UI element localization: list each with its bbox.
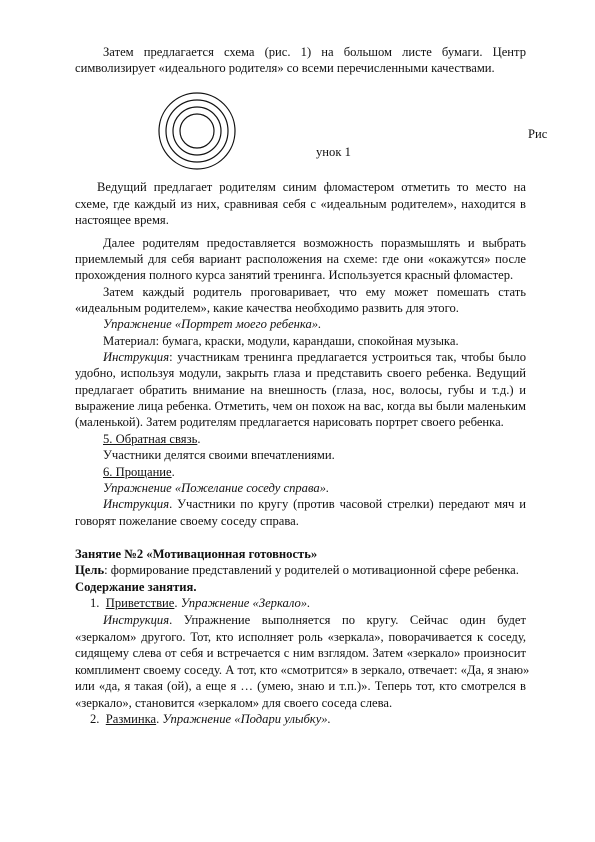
center-circle: [180, 114, 214, 148]
farewell-heading: [103, 465, 175, 480]
instruction-mirror-line-6: «зеркало», становится «зеркалом» для своего соседа слева.: [75, 696, 393, 710]
instruction-portrait-line-4: выражение лица ребенка. Отметить, чем он похож на вас, когда вы были маленьким: [75, 399, 526, 413]
instruction-portrait-line-2: удобно, используя модули, закрыть глаза и представить своего ребенка. Ведущий: [75, 366, 526, 380]
instruction-mirror-line-3: сидящему слева от себя и встречается с ним взглядом. Затем «зеркало» произносит: [75, 646, 526, 660]
session-2-goal: [75, 563, 519, 578]
exercise-portrait-title: Упражнение «Портрет моего ребенка».: [103, 317, 322, 331]
feedback-heading: [103, 432, 200, 447]
item-1-exercise: Упражнение «Зеркало».: [180, 596, 311, 610]
instruction-wish-line-1: [103, 497, 526, 512]
feedback-text: Участники делятся своими впечатлениями.: [103, 448, 335, 462]
paragraph-mark-line-2: схеме, где каждый из них, сравнивая себя с «идеальным родителем», находится в: [75, 197, 526, 211]
middle-circle: [166, 100, 228, 162]
instruction-text: . Упражнение выполняется по кругу. Сейчас один будет: [169, 613, 526, 627]
item-2-exercise: Упражнение «Подари улыбку».: [162, 712, 331, 726]
paragraph-obstacle-line-2: «идеальным родителем», какие качества необходимо развить для этого.: [75, 301, 459, 315]
instruction-mirror-line-2: «зеркалом» другого. Тот, кто исполняет роль «зеркала», поворачивается к соседу,: [75, 630, 526, 644]
instruction-text: . Участники по кругу (против часовой стрелки) передают мяч и: [169, 497, 526, 511]
item-2-dot: .: [156, 712, 160, 726]
instruction-text: : участникам тренинга предлагается устроиться так, чтобы было: [169, 350, 526, 364]
paragraph-scheme-line-2: символизирует «идеального родителя» со всеми перечисленными качествами.: [75, 61, 495, 75]
outer-circle: [159, 93, 235, 169]
item-1-greeting: [90, 596, 310, 611]
feedback-heading-punct: .: [197, 432, 201, 446]
goal-text: : формирование представлений у родителей о мотивационной сфере ребенка.: [104, 563, 519, 577]
instruction-wish-line-2: говорят пожелание своему соседу справа.: [75, 514, 299, 528]
paragraph-mark-line-1: Ведущий предлагает родителям синим фломастером отметить то место на: [97, 180, 526, 194]
instruction-mirror-line-5: или «да, я такая (ой), а еще я … (умею, знаю и т.п.)». Теперь тот, кто смотрелся в: [75, 679, 526, 693]
exercise-wish-title: Упражнение «Пожелание соседу справа».: [103, 481, 330, 495]
item-1-heading: Приветствие: [105, 596, 175, 610]
instruction-portrait-line-1: [103, 350, 526, 365]
paragraph-mark-line-3: настоящее время.: [75, 213, 169, 227]
materials-line: Материал: бумага, краски, модули, карандаши, спокойная музыка.: [103, 334, 459, 348]
paragraph-scheme-line-1: Затем предлагается схема (рис. 1) на большом листе бумаги. Центр: [103, 45, 526, 59]
goal-label: Цель: [75, 563, 105, 577]
instruction-label: Инструкция: [103, 497, 170, 511]
farewell-heading-text: 6. Прощание: [103, 465, 172, 479]
session-content-heading: Содержание занятия.: [75, 580, 197, 594]
paragraph-choose-line-1: Далее родителям предоставляется возможность поразмышлять и выбрать: [103, 236, 526, 250]
item-1-number: 1.: [90, 596, 100, 610]
farewell-heading-punct: .: [171, 465, 175, 479]
session-2-title: Занятие №2 «Мотивационная готовность»: [75, 547, 318, 561]
item-2-heading: Разминка: [105, 712, 157, 726]
item-2-number: 2.: [90, 712, 100, 726]
figure-caption-part-1: Рис: [528, 127, 548, 141]
instruction-portrait-line-5: (маленькой). Затем родителям предлагается нарисовать портрет своего ребенка.: [75, 415, 504, 429]
instruction-label: Инструкция: [103, 613, 170, 627]
paragraph-obstacle-line-1: Затем каждый родитель проговаривает, что ему может помешать стать: [103, 285, 526, 299]
instruction-label: Инструкция: [103, 350, 170, 364]
instruction-mirror-line-4: комплимент своему соседу. А тот, кто «смотрится» в зеркало, отвечает: «Да, я знаю»: [75, 663, 530, 677]
concentric-circles-figure: [157, 91, 237, 171]
feedback-heading-text: 5. Обратная связь: [103, 432, 198, 446]
instruction-portrait-line-3: предлагает обратить внимание на внешность (глаза, нос, волосы, губы и т.д.) и: [75, 383, 526, 397]
item-2-warmup: [90, 712, 331, 727]
paragraph-choose-line-2: приемлемый для себя вариант расположения на схеме: где они «окажутся» после: [75, 252, 526, 266]
figure-caption-part-2: унок 1: [316, 145, 351, 159]
paragraph-choose-line-3: прохождения полного курса занятий тренинга. Используется красный фломастер.: [75, 268, 514, 282]
instruction-mirror-line-1: [103, 613, 526, 628]
item-1-dot: .: [174, 596, 178, 610]
